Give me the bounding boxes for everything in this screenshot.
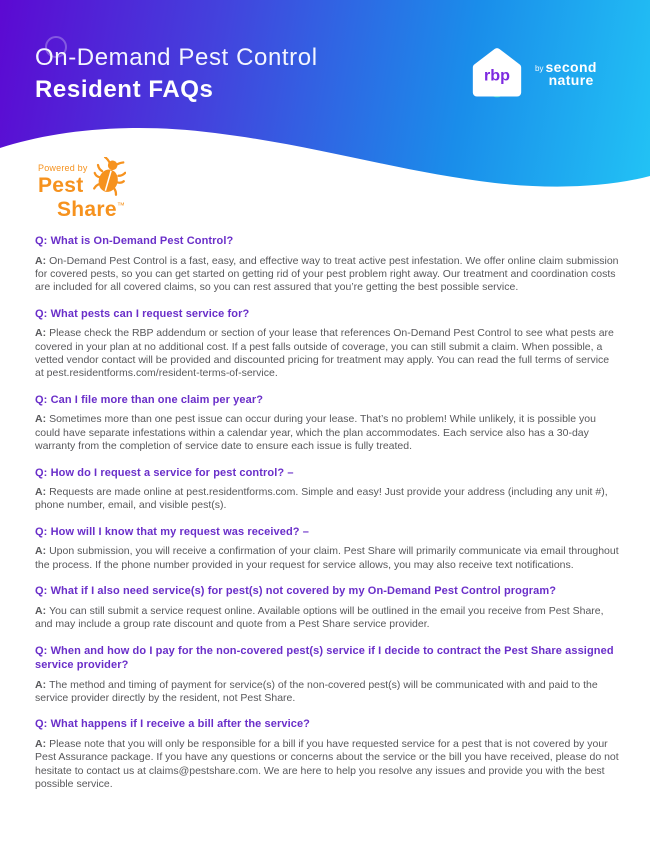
faq-item-8 xyxy=(35,717,620,791)
rbp-logo xyxy=(468,45,526,103)
faq-answer xyxy=(35,327,620,381)
faq-answer xyxy=(35,545,620,572)
faq-item-3 xyxy=(35,393,620,454)
answer-text: Upon submission, you will receive a confirmation of your claim. Pest Share will primarily communicate via email throughout the process. If the phone number provided in your request for service allows, you may also receive text notifications. xyxy=(35,545,619,571)
trademark-symbol: ™ xyxy=(116,201,126,210)
answer-text: Requests are made online at pest.residentforms.com. Simple and easy! Just provide your address (including any unit #), phone number, email, and visible pest(s). xyxy=(35,486,608,512)
brand-row xyxy=(468,45,597,103)
answer-prefix: A: xyxy=(35,545,47,558)
faq-question: Q: What happens if I receive a bill after the service? xyxy=(35,718,310,731)
answer-prefix: A: xyxy=(35,254,47,267)
second-nature-logo xyxy=(535,61,597,87)
answer-prefix: A: xyxy=(35,737,47,750)
rbp-house-icon xyxy=(468,45,526,103)
answer-text: You can still submit a service request online. Available options will be outlined in the email you receive from Pest Share, and may include a group rate discount and quote from a Pest Share service provider. xyxy=(35,604,604,631)
faq-answer xyxy=(35,486,620,513)
faq-answer xyxy=(35,679,620,706)
title-line-2: Resident FAQs xyxy=(35,76,214,103)
second-nature-wordmark xyxy=(545,61,596,87)
by-label: by xyxy=(535,64,544,73)
faq-list xyxy=(0,200,650,791)
faq-question: Q: When and how do I pay for the non-covered pest(s) service if I decide to contract the Pest Share assigned service provider? xyxy=(35,644,614,671)
page-title xyxy=(35,42,318,106)
faq-question: Q: Can I file more than one claim per year? xyxy=(35,393,264,406)
title-line-1: On-Demand Pest Control xyxy=(35,44,318,71)
faq-question: Q: How will I know that my request was received? – xyxy=(35,525,309,538)
faq-answer xyxy=(35,413,620,453)
faq-question: Q: How do I request a service for pest control? – xyxy=(35,466,294,479)
answer-text: Sometimes more than one pest issue can occur during your lease. That’s no problem! While unlikely, it is possible you could have separate infestations within a calendar year, which the plan accommodates. Each service also has a 30-day warranty from the completion of service date to ensure each issue is fully treated. xyxy=(35,413,596,453)
faq-item-4 xyxy=(35,466,620,513)
faq-item-1 xyxy=(35,234,620,295)
answer-prefix: A: xyxy=(35,327,47,340)
pest-share-word-share: Share™ xyxy=(57,198,126,221)
answer-prefix: A: xyxy=(35,486,47,499)
faq-question: Q: What if I also need service(s) for pest(s) not covered by my On-Demand Pest Control program? xyxy=(35,585,557,598)
answer-text: On-Demand Pest Control is a fast, easy, and effective way to treat active pest infestation. We offer online claim submission for covered pests, so you can get started on getting rid of your pest problem right away. Our treatment and coordination costs are included for all covered claims, so you can rest assured that you’re getting the best possible service. xyxy=(35,254,619,294)
brand-word-nature: nature xyxy=(548,72,594,88)
faq-answer xyxy=(35,605,620,632)
faq-question: Q: What is On-Demand Pest Control? xyxy=(35,235,234,247)
answer-prefix: A: xyxy=(35,678,47,691)
brand-word-second: second xyxy=(545,59,597,75)
powered-by-label: Powered by xyxy=(38,163,88,173)
answer-text: The method and timing of payment for service(s) of the non-covered pest(s) will be communicated with and paid to the service provider directly by the resident, not Pest Share. xyxy=(35,678,598,704)
answer-prefix: A: xyxy=(35,413,47,426)
faq-question: Q: What pests can I request service for? xyxy=(35,307,250,320)
answer-prefix: A: xyxy=(35,604,47,617)
answer-text: Please check the RBP addendum or section of your lease that references On-Demand Pest Control to see what pests are covered in your plan at no additional cost. If a pest falls outside of coverage, you can still submit a claim. When possible, a vetted vendor contact will be provided and discounted pricing for treatment may apply. You can read the full terms of service at pest.residentforms.com/resident-terms-of-service. xyxy=(35,327,614,380)
faq-answer xyxy=(35,738,620,792)
pest-bug-icon xyxy=(92,157,126,199)
answer-text: Please note that you will only be responsible for a bill if you have requested service for a pest that is not covered by your Pest Assurance package. If you have any questions or concerns about the service or the bill you have received, please do not hesitate to contact us at claims@pestshare.com. We are here to help you resolve any issues and provide you with the best possible service. xyxy=(35,737,619,791)
faq-item-6 xyxy=(35,584,620,631)
pest-share-word-pest: Pest xyxy=(38,174,84,197)
faq-answer xyxy=(35,255,620,295)
rbp-logo-text: rbp xyxy=(484,66,510,85)
faq-item-7 xyxy=(35,644,620,706)
faq-item-2 xyxy=(35,307,620,381)
faq-item-5 xyxy=(35,525,620,572)
